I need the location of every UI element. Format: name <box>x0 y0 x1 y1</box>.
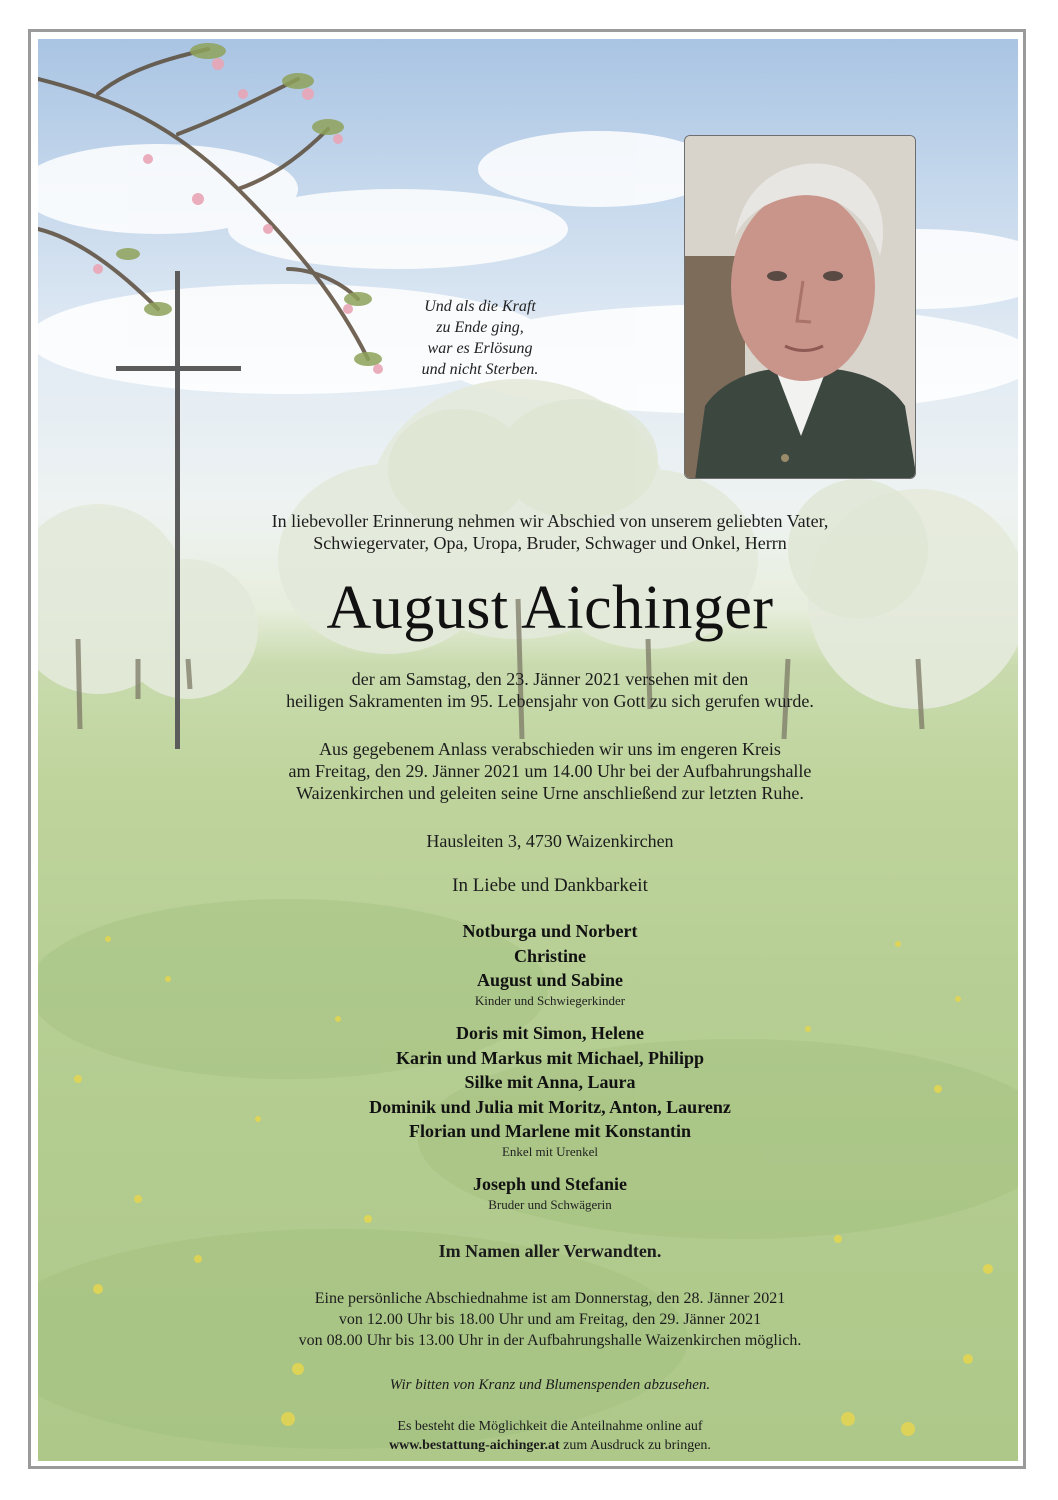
portrait-image <box>685 136 916 479</box>
online-line-2 <box>180 1436 920 1455</box>
viewing-info <box>180 1288 920 1351</box>
mourner-name: August und Sabine <box>476 970 624 990</box>
online-line-1: Es besteht die Möglichkeit die Anteilnahme online auf <box>397 1419 703 1434</box>
death-line: der am Samstag, den 23. Jänner 2021 versehen mit den <box>351 669 749 689</box>
motto-line: war es Erlösung <box>427 340 533 357</box>
viewing-line: Eine persönliche Abschiednahme ist am Donnerstag, den 28. Jänner 2021 <box>314 1290 786 1307</box>
mourner-name: Florian und Marlene mit Konstantin <box>408 1121 691 1141</box>
death-notice <box>180 668 920 712</box>
farewell-line: Waizenkirchen und geleiten seine Urne anschließend zur letzten Ruhe. <box>296 783 804 803</box>
mourner-name: Karin und Markus mit Michael, Philipp <box>395 1047 705 1068</box>
motto-line: zu Ende ging, <box>436 319 524 336</box>
intro-line: Schwiegervater, Opa, Uropa, Bruder, Schwager und Onkel, Herrn <box>313 533 787 553</box>
online-condolence <box>180 1417 920 1455</box>
mourner-name: Dominik und Julia mit Moritz, Anton, Laurenz <box>369 1096 731 1117</box>
mourner-relation: Kinder und Schwiegerkinder <box>474 992 626 1008</box>
motto-verse <box>360 296 600 380</box>
condolence-url-link[interactable]: www.bestattung-aichinger.at <box>389 1438 560 1453</box>
mourner-name: Silke mit Anna, Laura <box>464 1072 636 1092</box>
intro-text <box>180 510 920 554</box>
intro-line: In liebevoller Erinnerung nehmen wir Abschied von unserem geliebten Vater, <box>271 511 829 531</box>
online-line-2-suffix: zum Ausdruck zu bringen. <box>559 1438 711 1453</box>
address-text: Hausleiten 3, 4730 Waizenkirchen <box>426 831 674 851</box>
mourner-relation: Enkel mit Urenkel <box>501 1143 599 1159</box>
mourners-grandchildren <box>180 1021 920 1160</box>
mourners-children <box>180 919 920 1009</box>
mourner-name: Christine <box>514 945 586 966</box>
mourner-name: Joseph und Stefanie <box>472 1174 628 1194</box>
mourner-name: Notburga und Norbert <box>462 921 638 941</box>
farewell-line: am Freitag, den 29. Jänner 2021 um 14.00 Uhr bei der Aufbahrungshalle <box>288 761 812 781</box>
cross-icon-bar <box>116 366 241 371</box>
mourners-siblings <box>180 1172 920 1213</box>
on-behalf-text: Im Namen aller Verwandten. <box>438 1241 662 1261</box>
death-line: heiligen Sakramenten im 95. Lebensjahr von Gott zu sich gerufen wurde. <box>286 691 814 711</box>
farewell-line: Aus gegebenem Anlass verabschieden wir uns im engeren Kreis <box>319 739 781 759</box>
portrait-photo <box>684 135 916 479</box>
mourner-name: Doris mit Simon, Helene <box>456 1023 644 1043</box>
address <box>180 830 920 852</box>
farewell-info <box>180 738 920 804</box>
viewing-line: von 12.00 Uhr bis 18.00 Uhr und am Freitag, den 29. Jänner 2021 <box>338 1311 762 1328</box>
closing-text: In Liebe und Dankbarkeit <box>452 875 648 896</box>
mourner-relation: Bruder und Schwägerin <box>488 1196 612 1212</box>
closing-phrase <box>180 875 920 897</box>
flowers-note-text: Wir bitten von Kranz und Blumenspenden abzusehen. <box>389 1377 711 1393</box>
deceased-name: August Aichinger <box>326 574 774 642</box>
viewing-line: von 08.00 Uhr bis 13.00 Uhr in der Aufbahrungshalle Waizenkirchen möglich. <box>298 1332 802 1349</box>
on-behalf-line <box>180 1240 920 1262</box>
motto-line: Und als die Kraft <box>424 298 536 315</box>
motto-line: und nicht Sterben. <box>421 361 539 378</box>
flowers-note <box>180 1375 920 1395</box>
